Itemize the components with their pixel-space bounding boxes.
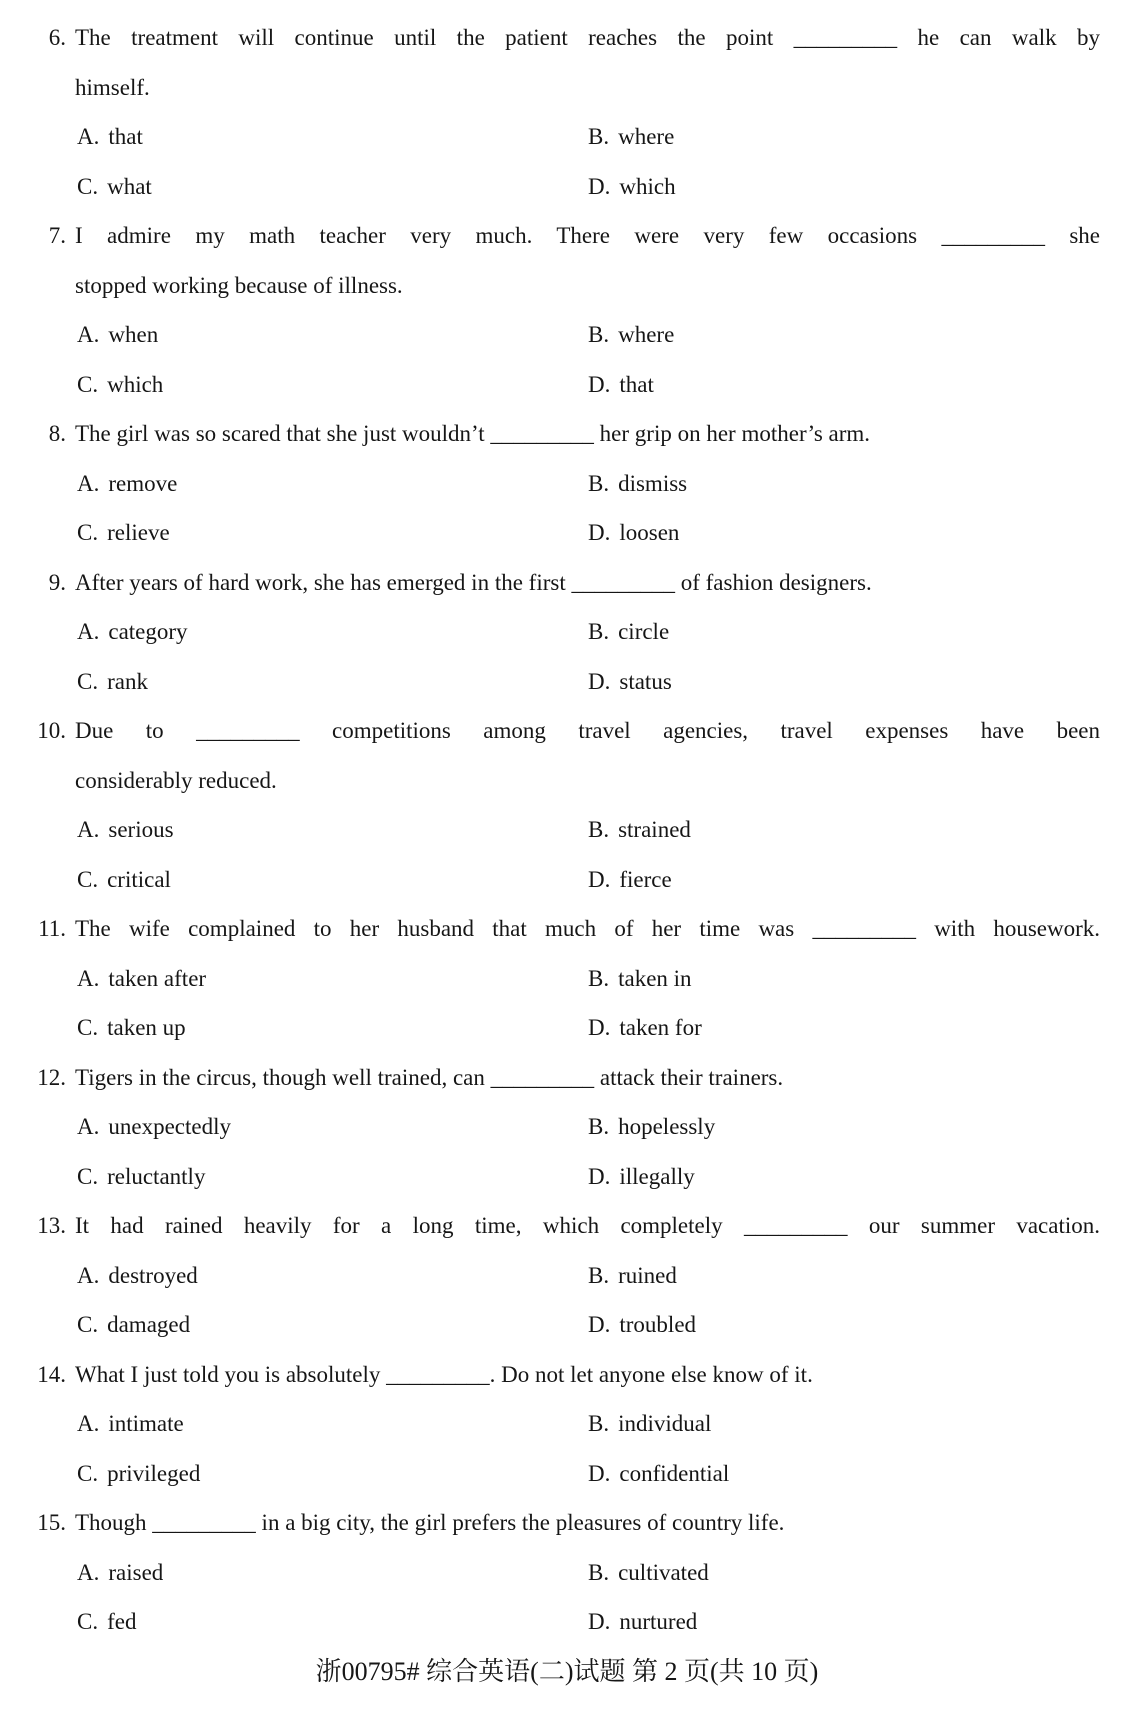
- option-a: [77, 954, 588, 1004]
- option-label: D.: [588, 1163, 611, 1189]
- option-a: [77, 805, 588, 855]
- option-label: B.: [588, 322, 610, 347]
- options-row: [0, 1251, 1134, 1301]
- option-a: [77, 1548, 588, 1598]
- option-c: [77, 855, 588, 905]
- option-label: C.: [77, 173, 99, 199]
- option-d: [588, 1312, 696, 1337]
- option-d: [588, 669, 672, 694]
- option-label: D.: [588, 1312, 611, 1337]
- option-d: [588, 1461, 729, 1486]
- question-line: [0, 904, 1134, 954]
- option-a: [77, 310, 588, 360]
- option-text: unexpectedly: [108, 1114, 231, 1139]
- question-number: 14.: [37, 1361, 66, 1387]
- question-number: 6.: [48, 25, 66, 50]
- question-number: 13.: [37, 1213, 66, 1238]
- option-a: [77, 1251, 588, 1301]
- option-c: [77, 1152, 588, 1202]
- option-text: fed: [107, 1609, 137, 1634]
- option-d: [588, 867, 672, 892]
- option-label: A.: [77, 1411, 100, 1436]
- option-b: [588, 1411, 711, 1436]
- option-text: cultivated: [618, 1559, 709, 1585]
- option-text: where: [618, 322, 675, 347]
- option-label: B.: [588, 1559, 610, 1585]
- option-a: [77, 1399, 588, 1449]
- option-label: A.: [77, 1114, 100, 1139]
- option-text: remove: [108, 470, 178, 496]
- question-text: The wife complained to her husband that much of her time was _________ with housework.: [75, 916, 1100, 941]
- options-row: [0, 508, 1134, 558]
- option-c: [77, 1300, 588, 1350]
- question-line: [0, 1053, 1134, 1103]
- option-text: intimate: [108, 1411, 184, 1436]
- question-line: [0, 409, 1134, 459]
- options-row: [0, 1399, 1134, 1449]
- question-line: [0, 211, 1134, 261]
- question-text: himself.: [75, 74, 150, 100]
- option-text: which: [619, 173, 676, 199]
- option-label: D.: [588, 866, 611, 892]
- option-text: dismiss: [618, 470, 688, 496]
- options-row: [0, 805, 1134, 855]
- option-c: [77, 162, 588, 212]
- option-b: [588, 619, 669, 644]
- option-text: confidential: [619, 1460, 730, 1486]
- option-text: illegally: [619, 1163, 695, 1189]
- question-number: 12.: [37, 1064, 66, 1090]
- option-label: A.: [77, 619, 100, 644]
- option-label: B.: [588, 124, 610, 149]
- option-text: where: [618, 124, 675, 149]
- question-text: Tigers in the circus, though well trained, can _________ attack their trainers.: [75, 1064, 784, 1090]
- option-label: A.: [77, 1559, 100, 1585]
- option-text: status: [619, 668, 672, 694]
- option-label: C.: [77, 520, 99, 545]
- option-b: [588, 817, 691, 842]
- option-text: when: [108, 322, 159, 347]
- option-text: nurtured: [619, 1609, 698, 1634]
- question-line: [0, 63, 1134, 113]
- option-text: category: [108, 619, 188, 644]
- option-label: C.: [77, 1609, 99, 1634]
- option-d: [588, 1609, 697, 1634]
- option-text: circle: [618, 619, 670, 644]
- option-label: B.: [588, 965, 610, 991]
- options-row: [0, 855, 1134, 905]
- page-footer: 浙00795# 综合英语(二)试题 第 2 页(共 10 页): [315, 1656, 819, 1686]
- option-label: D.: [588, 668, 611, 694]
- option-label: C.: [77, 1312, 99, 1337]
- option-text: taken up: [107, 1015, 186, 1040]
- options-row: [0, 459, 1134, 509]
- question-list: [0, 13, 1134, 1647]
- option-c: [77, 657, 588, 707]
- option-label: A.: [77, 322, 100, 347]
- option-label: D.: [588, 371, 611, 397]
- options-row: [0, 1102, 1134, 1152]
- question-text: The treatment will continue until the patient reaches the point _________ he can walk by: [75, 25, 1100, 50]
- options-row: [0, 954, 1134, 1004]
- question-text: Due to _________ competitions among travel agencies, travel expenses have been: [75, 718, 1100, 743]
- question-text: considerably reduced.: [75, 767, 277, 793]
- question-text: After years of hard work, she has emerged in the first _________ of fashion designers.: [75, 569, 872, 595]
- option-d: [588, 1015, 702, 1040]
- question-text: It had rained heavily for a long time, which completely _________ our summer vacation.: [75, 1213, 1100, 1238]
- option-d: [588, 174, 676, 199]
- option-text: that: [619, 371, 654, 397]
- options-row: [0, 1548, 1134, 1598]
- options-row: [0, 112, 1134, 162]
- options-row: [0, 607, 1134, 657]
- option-label: C.: [77, 1015, 99, 1040]
- question-line: [0, 261, 1134, 311]
- option-label: C.: [77, 371, 99, 397]
- option-text: raised: [108, 1559, 164, 1585]
- option-a: [77, 112, 588, 162]
- option-a: [77, 1102, 588, 1152]
- option-b: [588, 322, 674, 347]
- option-b: [588, 1560, 709, 1585]
- option-text: troubled: [619, 1312, 697, 1337]
- option-c: [77, 1449, 588, 1499]
- options-row: [0, 657, 1134, 707]
- question-line: [0, 13, 1134, 63]
- options-row: [0, 1449, 1134, 1499]
- option-text: relieve: [107, 520, 170, 545]
- option-label: D.: [588, 1460, 611, 1486]
- options-row: [0, 310, 1134, 360]
- option-label: D.: [588, 1609, 611, 1634]
- question-line: [0, 706, 1134, 756]
- option-text: damaged: [107, 1312, 191, 1337]
- option-d: [588, 520, 679, 545]
- option-label: A.: [77, 470, 100, 496]
- option-text: critical: [107, 866, 171, 892]
- option-label: A.: [77, 965, 100, 991]
- question-number: 11.: [38, 916, 66, 941]
- option-label: B.: [588, 619, 610, 644]
- question-line: [0, 1350, 1134, 1400]
- option-label: A.: [77, 817, 100, 842]
- option-text: individual: [618, 1411, 712, 1436]
- options-row: [0, 1003, 1134, 1053]
- options-row: [0, 360, 1134, 410]
- option-label: A.: [77, 124, 100, 149]
- options-row: [0, 1300, 1134, 1350]
- option-text: hopelessly: [618, 1114, 716, 1139]
- question-line: [0, 558, 1134, 608]
- question-number: 8.: [48, 421, 66, 446]
- question-text: The girl was so scared that she just wouldn’t _________ her grip on her mother’s arm.: [75, 421, 871, 446]
- option-a: [77, 607, 588, 657]
- question-text: What I just told you is absolutely _________. Do not let anyone else know of it.: [75, 1361, 813, 1387]
- option-label: C.: [77, 866, 99, 892]
- option-label: B.: [588, 1114, 610, 1139]
- option-label: C.: [77, 668, 99, 694]
- question-line: [0, 756, 1134, 806]
- question-number: 15.: [37, 1510, 66, 1535]
- option-text: rank: [107, 668, 148, 694]
- option-label: D.: [588, 1015, 611, 1040]
- option-text: reluctantly: [107, 1163, 206, 1189]
- option-a: [77, 459, 588, 509]
- option-c: [77, 1597, 588, 1647]
- question-number: 9.: [48, 569, 66, 595]
- option-text: strained: [618, 817, 691, 842]
- options-row: [0, 1597, 1134, 1647]
- question-text: Though _________ in a big city, the girl prefers the pleasures of country life.: [75, 1510, 785, 1535]
- option-text: taken after: [108, 965, 207, 991]
- option-c: [77, 360, 588, 410]
- option-text: serious: [108, 817, 174, 842]
- question-number: 7.: [48, 223, 66, 248]
- option-label: B.: [588, 817, 610, 842]
- option-text: loosen: [619, 520, 680, 545]
- option-b: [588, 1263, 677, 1288]
- option-c: [77, 1003, 588, 1053]
- question-text: I admire my math teacher very much. There were very few occasions _________ she: [75, 223, 1100, 248]
- option-d: [588, 1164, 695, 1189]
- option-b: [588, 966, 692, 991]
- options-row: [0, 162, 1134, 212]
- option-text: fierce: [619, 866, 672, 892]
- option-label: A.: [77, 1262, 100, 1288]
- option-label: D.: [588, 173, 611, 199]
- option-text: ruined: [618, 1262, 677, 1288]
- option-text: which: [107, 371, 164, 397]
- option-text: destroyed: [108, 1262, 198, 1288]
- option-label: B.: [588, 470, 610, 496]
- option-label: D.: [588, 520, 611, 545]
- option-label: B.: [588, 1262, 610, 1288]
- option-b: [588, 1114, 715, 1139]
- options-row: [0, 1152, 1134, 1202]
- option-text: taken for: [619, 1015, 702, 1040]
- question-text: stopped working because of illness.: [75, 272, 403, 298]
- question-line: [0, 1201, 1134, 1251]
- option-text: what: [107, 173, 152, 199]
- question-number: 10.: [37, 718, 66, 743]
- option-label: C.: [77, 1163, 99, 1189]
- option-c: [77, 508, 588, 558]
- question-line: [0, 1498, 1134, 1548]
- option-b: [588, 471, 687, 496]
- option-label: C.: [77, 1460, 99, 1486]
- option-text: taken in: [618, 965, 692, 991]
- option-text: that: [108, 124, 143, 149]
- option-d: [588, 372, 654, 397]
- option-label: B.: [588, 1411, 610, 1436]
- option-text: privileged: [107, 1460, 201, 1486]
- option-b: [588, 124, 674, 149]
